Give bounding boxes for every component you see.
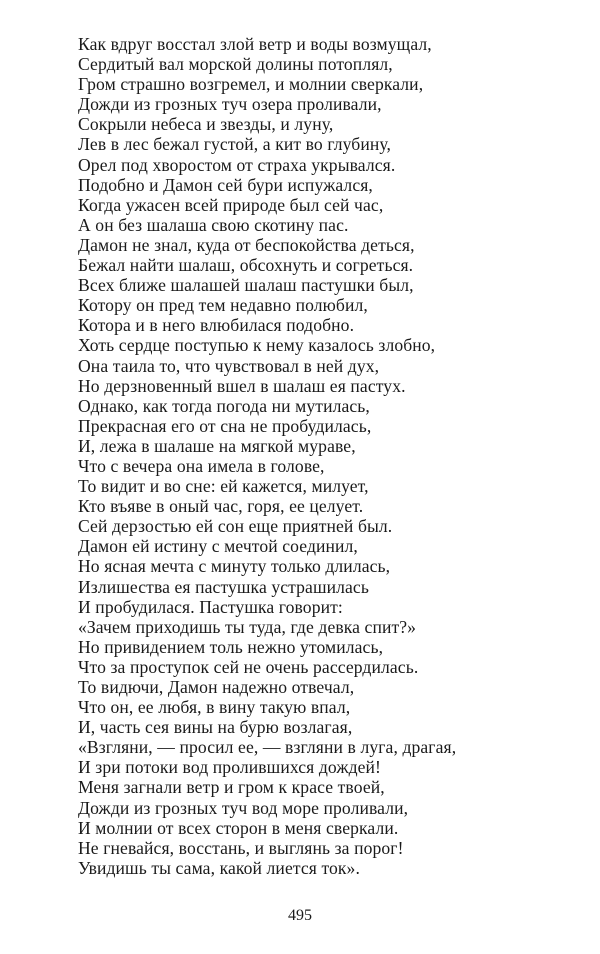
poem-text: [78, 34, 578, 878]
poem-line: То видит и во сне: ей кажется, милует,: [78, 476, 369, 497]
poem-line: Когда ужасен всей природе был сей час,: [78, 194, 384, 215]
poem-line: Лев в лес бежал густой, а кит во глубину,: [78, 134, 392, 155]
poem-line: Однако, как тогда погода ни мутилась,: [78, 395, 370, 416]
poem-line: Что с вечера она имела в голове,: [78, 455, 325, 476]
poem-line: А он без шалаша свою скотину пас.: [78, 214, 349, 235]
poem-line: И зри потоки вод пролившихся дождей!: [78, 757, 382, 778]
poem-line: Она таила то, что чувствовал в ней дух,: [78, 355, 380, 376]
poem-line: Подобно и Дамон сей бури испужался,: [78, 174, 373, 195]
poem-line: Кто въяве в оный час, горя, ее целует.: [78, 496, 364, 517]
poem-line: То видючи, Дамон надежно отвечал,: [78, 677, 355, 697]
poem-line: И молнии от всех сторон в меня сверкали.: [78, 817, 399, 838]
poem-line: Дожди из грозных туч озера проливали,: [78, 94, 382, 115]
poem-line: Котора и в него влюбилася подобно.: [78, 315, 355, 336]
poem-line: Дамон ей истину с мечтой соединил,: [78, 536, 358, 557]
poem-line: Хоть сердце поступью к нему казалось злобно,: [78, 335, 436, 356]
poem-line: Прекрасная его от сна не пробудилась,: [78, 415, 372, 436]
poem-line: Дожди из грозных туч вод море проливали,: [78, 797, 409, 818]
poem-line: Орел под хворостом от страха укрывался.: [78, 154, 396, 175]
poem-line: Котору он пред тем недавно полюбил,: [78, 295, 368, 316]
poem-line: Дамон не знал, куда от беспокойства деться,: [78, 234, 415, 255]
poem-line: Но дерзновенный вшел в шалаш ея пастух.: [78, 375, 406, 396]
poem-line: Как вдруг восстал злой ветр и воды возмущал,: [78, 34, 432, 54]
poem-line: Излишества ея пастушка устрашилась: [78, 576, 369, 597]
poem-line: И, часть сея вины на бурю возлагая,: [78, 717, 353, 738]
poem-line: «Взгляни, — просил ее, — взгляни в луга, драгая,: [78, 737, 457, 758]
poem-line: Не гневайся, восстань, и выглянь за порог!: [78, 837, 404, 858]
poem-line: Сей дерзостью ей сон еще приятней был.: [78, 516, 393, 537]
poem-line: Что за проступок сей не очень рассердилась.: [78, 656, 419, 677]
page-number: 495: [288, 907, 312, 924]
poem-line: Бежал найти шалаш, обсохнуть и согреться.: [78, 255, 414, 276]
poem-line: Сокрыли небеса и звезды, и луну,: [78, 114, 334, 135]
poem-line: Что он, ее любя, в вину такую впал,: [78, 697, 351, 718]
poem-line: «Зачем приходишь ты туда, где девка спит?»: [78, 616, 417, 637]
poem-line: Увидишь ты сама, какой лиется ток».: [78, 857, 360, 878]
poem-line: Меня загнали ветр и гром к красе твоей,: [78, 777, 385, 798]
poem-line: Гром страшно возгремел, и молнии сверкали,: [78, 74, 424, 95]
poem-line: Всех ближе шалашей шалаш пастушки был,: [78, 275, 414, 296]
poem-line: Но привидением толь нежно утомилась,: [78, 636, 384, 657]
poem-line: Сердитый вал морской долины потоплял,: [78, 54, 393, 75]
poem-line: Но ясная мечта с минуту только длилась,: [78, 556, 391, 577]
poem-line: И, лежа в шалаше на мягкой мураве,: [78, 435, 356, 456]
poem-line: И пробудилася. Пастушка говорит:: [78, 596, 343, 617]
